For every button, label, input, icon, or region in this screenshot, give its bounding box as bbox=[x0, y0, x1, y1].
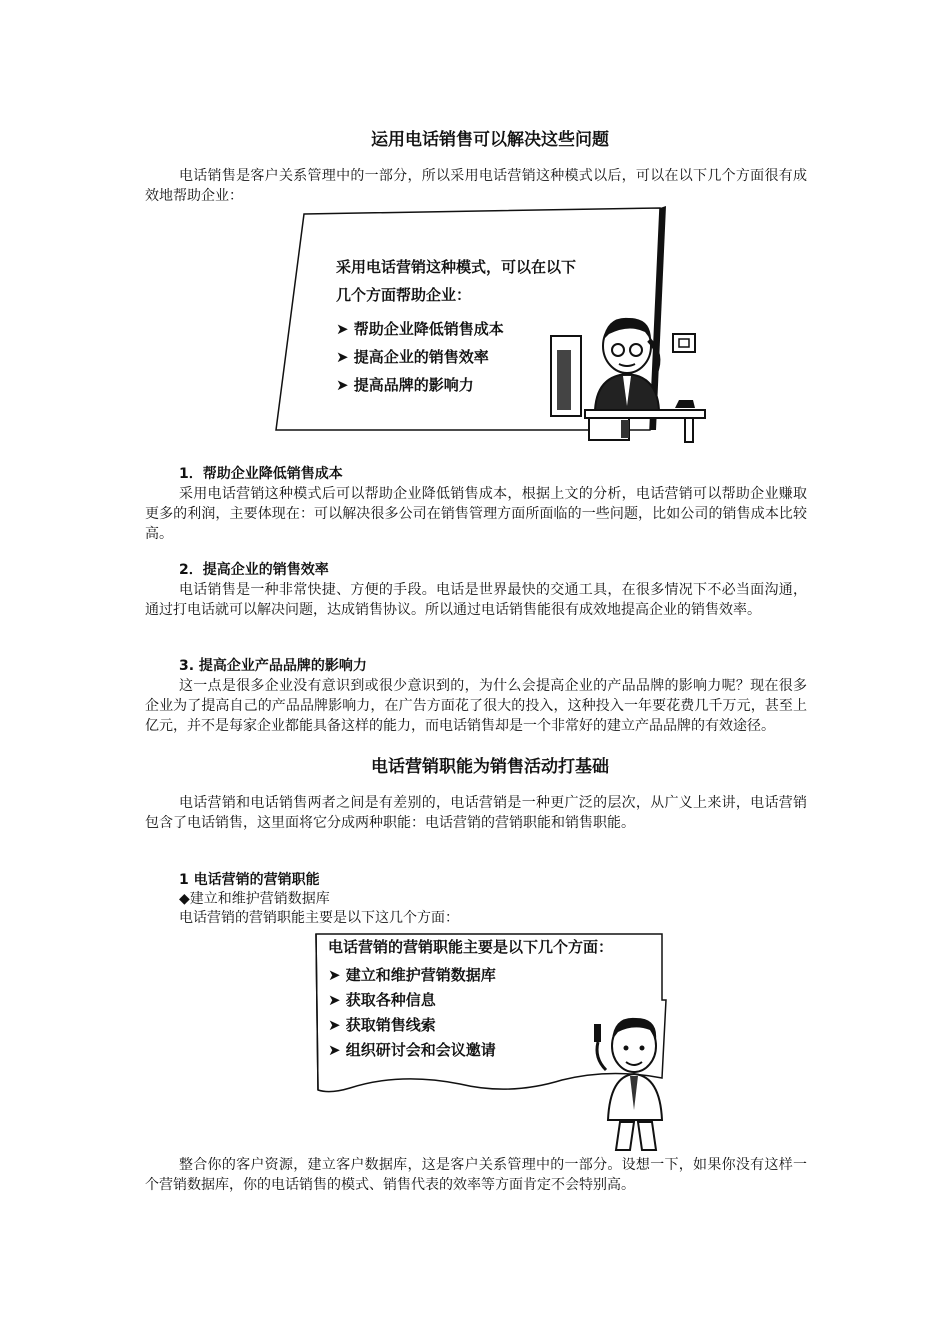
figure1-bullet: ➤ 帮助企业降低销售成本 bbox=[336, 320, 504, 338]
figure1-bullet-list bbox=[336, 318, 504, 402]
figure2-title: 电话营销的营销职能主要是以下几个方面： bbox=[328, 938, 614, 956]
man-with-mobile-phone-illustration bbox=[580, 1010, 680, 1155]
section1-heading-3: 3. 提高企业产品品牌的影响力 bbox=[179, 658, 367, 674]
section1-heading-2: 2．提高企业的销售效率 bbox=[179, 562, 329, 578]
figure2-bullet: ➤ 获取销售线索 bbox=[328, 1016, 436, 1034]
arrow-bullet-icon: ➤ bbox=[336, 376, 354, 394]
figure1-line1: 采用电话营销这种模式，可以在以下 bbox=[336, 258, 577, 276]
section2-title: 电话营销职能为销售活动打基础 bbox=[371, 757, 609, 777]
section2-paragraph-2: 整合你的客户资源，建立客户数据库，这是客户关系管理中的一部分。设想一下，如果你没有这样一个营销数据库，你的电话销售的模式、销售代表的效率等方面肯定不会特别高。 bbox=[145, 1157, 807, 1193]
section1-intro: 电话销售是客户关系管理中的一部分，所以采用电话营销这种模式以后，可以在以下几个方面很有成效地帮助企业： bbox=[145, 168, 807, 204]
figure1-bullet: ➤ 提高品牌的影响力 bbox=[336, 376, 474, 394]
figure1-bullet: ➤ 提高企业的销售效率 bbox=[336, 348, 489, 366]
arrow-bullet-icon: ➤ bbox=[328, 1016, 346, 1034]
figure2-bullet-list bbox=[328, 964, 496, 1064]
figure1-line2: 几个方面帮助企业： bbox=[336, 286, 472, 304]
arrow-bullet-icon: ➤ bbox=[336, 320, 354, 338]
figure2-bullet: ➤ 获取各种信息 bbox=[328, 991, 436, 1009]
section1-paragraph-2: 电话销售是一种非常快捷、方便的手段。电话是世界最快的交通工具，在很多情况下不必当面沟通，通过打电话就可以解决问题，达成销售协议。所以通过电话销售能很有成效地提高企业的销售效率。 bbox=[145, 582, 807, 618]
section2-heading-1: 1 电话营销的营销职能 bbox=[179, 872, 320, 888]
section2-paragraph-1: 电话营销和电话销售两者之间是有差别的，电话营销是一种更广泛的层次，从广义上来讲，电话营销包含了电话销售，这里面将它分成两种职能：电话营销的营销职能和销售职能。 bbox=[145, 795, 807, 831]
figure2-bullet: ➤ 建立和维护营销数据库 bbox=[328, 966, 496, 984]
section2-item-1: ◆建立和维护营销数据库 bbox=[179, 891, 330, 907]
section1-paragraph-3: 这一点是很多企业没有意识到或很少意识到的，为什么会提高企业的产品品牌的影响力呢？现在很多企业为了提高自己的产品品牌影响力，在广告方面花了很大的投入，这种投入一年要花费几千万元，甚至上亿元，并不是每家企业都能具备这样的能力，而电话销售却是一个非常好的建立产品品牌的有效途径。 bbox=[145, 678, 807, 734]
section2-line-1: 电话营销的营销职能主要是以下这几个方面： bbox=[179, 910, 459, 926]
arrow-bullet-icon: ➤ bbox=[328, 966, 346, 984]
section1-paragraph-1: 采用电话营销这种模式后可以帮助企业降低销售成本，根据上文的分析，电话营销可以帮助企业赚取更多的利润，主要体现在：可以解决很多公司在销售管理方面所面临的一些问题，比如公司的销售成本比较高。 bbox=[145, 486, 807, 542]
section1-title: 运用电话销售可以解决这些问题 bbox=[371, 130, 609, 150]
arrow-bullet-icon: ➤ bbox=[328, 991, 346, 1009]
section1-heading-1: 1．帮助企业降低销售成本 bbox=[179, 466, 343, 482]
man-on-telephone-illustration bbox=[545, 310, 710, 445]
figure2-bullet: ➤ 组织研讨会和会议邀请 bbox=[328, 1041, 496, 1059]
arrow-bullet-icon: ➤ bbox=[328, 1041, 346, 1059]
arrow-bullet-icon: ➤ bbox=[336, 348, 354, 366]
